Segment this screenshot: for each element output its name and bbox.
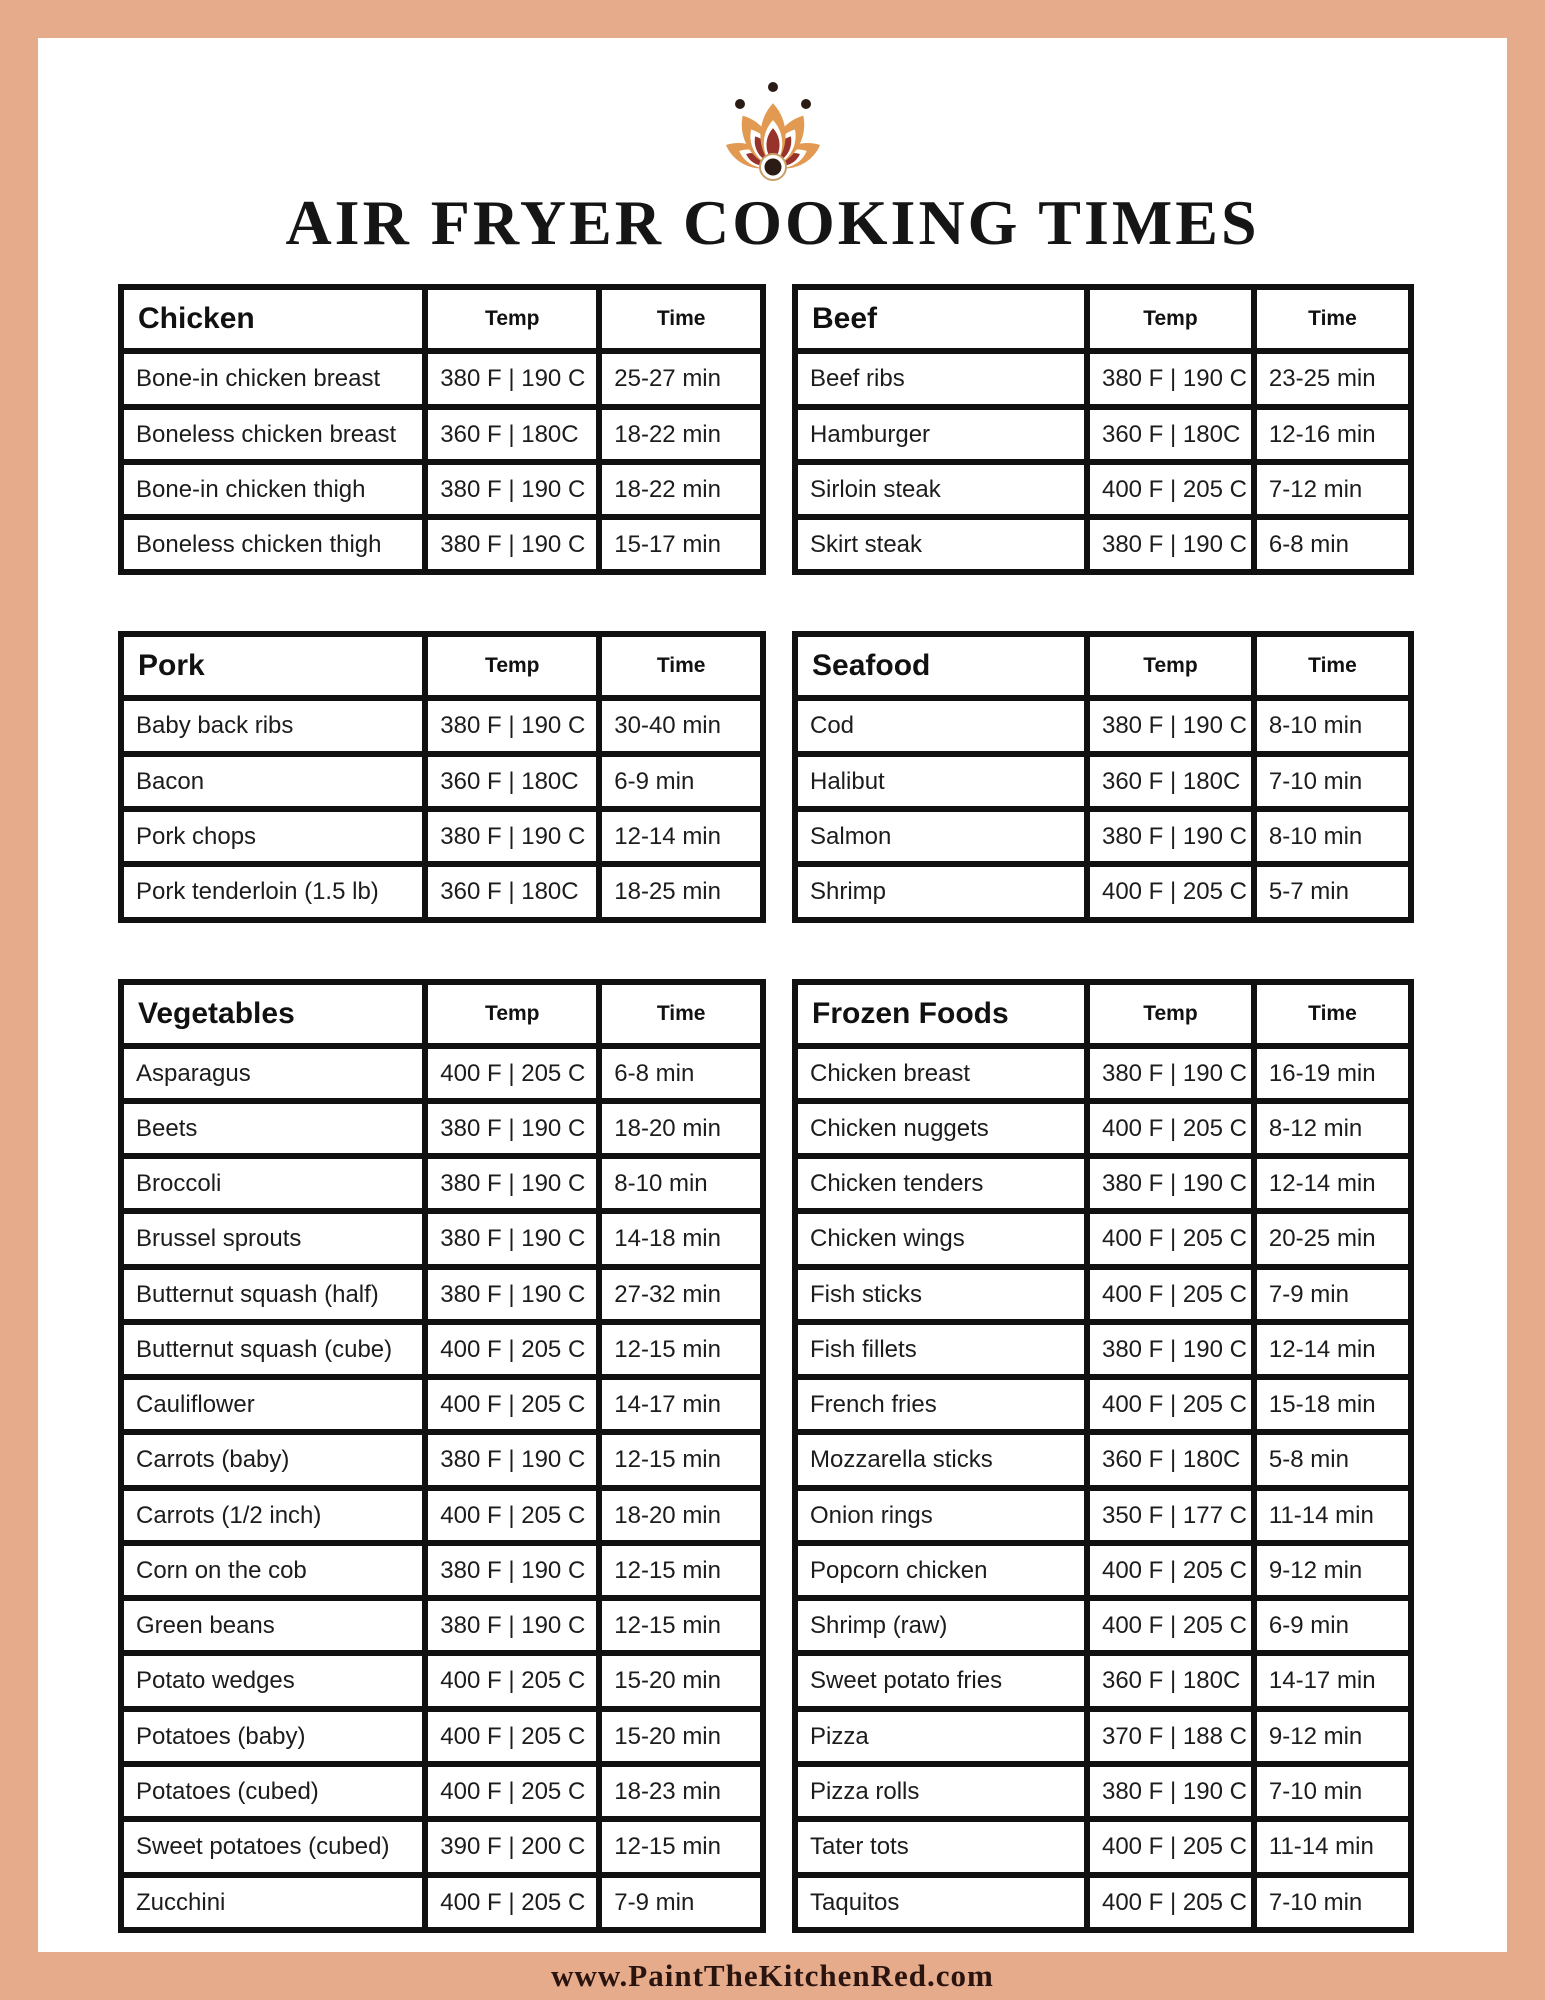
temp-cell: 380 F | 190 C (1087, 1046, 1254, 1101)
table-row (795, 462, 1411, 517)
time-cell: 6-9 min (1254, 1598, 1411, 1653)
table-row (121, 809, 763, 864)
item-cell: Taquitos (795, 1875, 1087, 1930)
table-row (121, 1432, 763, 1487)
time-cell: 11-14 min (1254, 1488, 1411, 1543)
table-row (795, 1764, 1411, 1819)
cooking-times-table (118, 979, 766, 1933)
item-cell: Tater tots (795, 1819, 1087, 1874)
temp-cell: 380 F | 190 C (425, 1543, 599, 1598)
table-col-temp: Temp (1087, 982, 1254, 1046)
item-cell: Pork chops (121, 809, 425, 864)
table-row (795, 1267, 1411, 1322)
item-cell: Skirt steak (795, 517, 1087, 572)
table-row (795, 1598, 1411, 1653)
table-row (121, 1101, 763, 1156)
tables-grid (118, 284, 1451, 1932)
item-cell: Bacon (121, 754, 425, 809)
time-cell: 12-15 min (599, 1432, 763, 1487)
item-cell: Pork tenderloin (1.5 lb) (121, 864, 425, 919)
item-cell: Cauliflower (121, 1377, 425, 1432)
temp-cell: 400 F | 205 C (425, 1764, 599, 1819)
table-category: Seafood (795, 634, 1087, 698)
time-cell: 27-32 min (599, 1267, 763, 1322)
table-col-time: Time (599, 634, 763, 698)
table-row (795, 864, 1411, 919)
time-cell: 7-12 min (1254, 462, 1411, 517)
table-row (121, 754, 763, 809)
time-cell: 12-15 min (599, 1543, 763, 1598)
cooking-times-table (792, 979, 1414, 1933)
table-row (121, 1211, 763, 1266)
item-cell: Carrots (baby) (121, 1432, 425, 1487)
temp-cell: 360 F | 180C (425, 754, 599, 809)
table-row (121, 462, 763, 517)
temp-cell: 360 F | 180C (1087, 1432, 1254, 1487)
table-row (795, 1875, 1411, 1930)
table-row (121, 351, 763, 406)
item-cell: Potatoes (cubed) (121, 1764, 425, 1819)
temp-cell: 400 F | 205 C (425, 1488, 599, 1543)
item-cell: Fish sticks (795, 1267, 1087, 1322)
time-cell: 11-14 min (1254, 1819, 1411, 1874)
item-cell: Hamburger (795, 407, 1087, 462)
item-cell: Salmon (795, 809, 1087, 864)
table-header-row (121, 287, 763, 351)
temp-cell: 380 F | 190 C (1087, 1156, 1254, 1211)
temp-cell: 400 F | 205 C (425, 1875, 599, 1930)
table-header-row (121, 982, 763, 1046)
table-col-time: Time (599, 982, 763, 1046)
table-category: Vegetables (121, 982, 425, 1046)
time-cell: 30-40 min (599, 698, 763, 753)
time-cell: 9-12 min (1254, 1543, 1411, 1598)
temp-cell: 400 F | 205 C (425, 1653, 599, 1708)
item-cell: Chicken wings (795, 1211, 1087, 1266)
time-cell: 12-14 min (1254, 1156, 1411, 1211)
temp-cell: 360 F | 180C (1087, 754, 1254, 809)
temp-cell: 380 F | 190 C (425, 698, 599, 753)
time-cell: 7-10 min (1254, 754, 1411, 809)
time-cell: 8-12 min (1254, 1101, 1411, 1156)
time-cell: 23-25 min (1254, 351, 1411, 406)
table-row (795, 1488, 1411, 1543)
item-cell: Onion rings (795, 1488, 1087, 1543)
item-cell: Pizza (795, 1709, 1087, 1764)
table-col-time: Time (1254, 634, 1411, 698)
item-cell: Bone-in chicken breast (121, 351, 425, 406)
item-cell: Popcorn chicken (795, 1543, 1087, 1598)
item-cell: Beef ribs (795, 351, 1087, 406)
temp-cell: 400 F | 205 C (425, 1046, 599, 1101)
temp-cell: 360 F | 180C (1087, 407, 1254, 462)
table-row (795, 1101, 1411, 1156)
footer-url: www.PaintTheKitchenRed.com (551, 1958, 994, 1993)
lotus-flower-icon (688, 72, 858, 184)
table-row (121, 698, 763, 753)
time-cell: 15-17 min (599, 517, 763, 572)
table-row (795, 1543, 1411, 1598)
item-cell: Corn on the cob (121, 1543, 425, 1598)
time-cell: 18-22 min (599, 462, 763, 517)
item-cell: Cod (795, 698, 1087, 753)
item-cell: Chicken nuggets (795, 1101, 1087, 1156)
time-cell: 8-10 min (1254, 698, 1411, 753)
item-cell: Brussel sprouts (121, 1211, 425, 1266)
item-cell: Beets (121, 1101, 425, 1156)
table-row (121, 1377, 763, 1432)
temp-cell: 380 F | 190 C (1087, 351, 1254, 406)
table-col-temp: Temp (1087, 634, 1254, 698)
table-category: Frozen Foods (795, 982, 1087, 1046)
table-row (121, 1875, 763, 1930)
time-cell: 18-20 min (599, 1488, 763, 1543)
time-cell: 14-17 min (599, 1377, 763, 1432)
temp-cell: 380 F | 190 C (425, 351, 599, 406)
cooking-times-table (118, 631, 766, 922)
table-row (121, 1156, 763, 1211)
time-cell: 9-12 min (1254, 1709, 1411, 1764)
temp-cell: 400 F | 205 C (425, 1322, 599, 1377)
table-row (795, 1046, 1411, 1101)
temp-cell: 380 F | 190 C (425, 1267, 599, 1322)
time-cell: 14-17 min (1254, 1653, 1411, 1708)
table-row (121, 1322, 763, 1377)
time-cell: 25-27 min (599, 351, 763, 406)
temp-cell: 380 F | 190 C (1087, 809, 1254, 864)
time-cell: 14-18 min (599, 1211, 763, 1266)
time-cell: 7-9 min (1254, 1267, 1411, 1322)
time-cell: 12-15 min (599, 1598, 763, 1653)
table-row (121, 407, 763, 462)
temp-cell: 400 F | 205 C (1087, 864, 1254, 919)
temp-cell: 360 F | 180C (425, 407, 599, 462)
cooking-times-table (792, 631, 1414, 922)
time-cell: 15-18 min (1254, 1377, 1411, 1432)
item-cell: Boneless chicken breast (121, 407, 425, 462)
item-cell: Shrimp (795, 864, 1087, 919)
item-cell: Chicken breast (795, 1046, 1087, 1101)
table-row (121, 1488, 763, 1543)
table-row (121, 517, 763, 572)
table-row (121, 1764, 763, 1819)
item-cell: Pizza rolls (795, 1764, 1087, 1819)
time-cell: 8-10 min (599, 1156, 763, 1211)
item-cell: Halibut (795, 754, 1087, 809)
time-cell: 6-8 min (599, 1046, 763, 1101)
footer-bar (0, 1952, 1545, 2000)
page-title: AIR FRYER COOKING TIMES (285, 187, 1260, 258)
temp-cell: 380 F | 190 C (425, 1432, 599, 1487)
time-cell: 7-10 min (1254, 1764, 1411, 1819)
temp-cell: 400 F | 205 C (1087, 1267, 1254, 1322)
time-cell: 7-9 min (599, 1875, 763, 1930)
item-cell: Baby back ribs (121, 698, 425, 753)
table-row (795, 698, 1411, 753)
table-row (795, 1819, 1411, 1874)
temp-cell: 400 F | 205 C (1087, 1598, 1254, 1653)
temp-cell: 400 F | 205 C (1087, 1819, 1254, 1874)
time-cell: 5-7 min (1254, 864, 1411, 919)
table-category: Pork (121, 634, 425, 698)
time-cell: 12-14 min (599, 809, 763, 864)
temp-cell: 380 F | 190 C (1087, 1764, 1254, 1819)
time-cell: 6-9 min (599, 754, 763, 809)
table-col-temp: Temp (425, 982, 599, 1046)
table-col-temp: Temp (1087, 287, 1254, 351)
item-cell: French fries (795, 1377, 1087, 1432)
table-row (795, 407, 1411, 462)
temp-cell: 400 F | 205 C (1087, 1875, 1254, 1930)
table-col-temp: Temp (425, 634, 599, 698)
table-row (121, 1653, 763, 1708)
temp-cell: 380 F | 190 C (425, 1211, 599, 1266)
temp-cell: 400 F | 205 C (1087, 1211, 1254, 1266)
item-cell: Mozzarella sticks (795, 1432, 1087, 1487)
temp-cell: 380 F | 190 C (425, 517, 599, 572)
temp-cell: 380 F | 190 C (425, 1598, 599, 1653)
temp-cell: 380 F | 190 C (1087, 517, 1254, 572)
table-row (795, 1211, 1411, 1266)
temp-cell: 360 F | 180C (425, 864, 599, 919)
temp-cell: 400 F | 205 C (1087, 1377, 1254, 1432)
table-row (795, 1653, 1411, 1708)
lotus-logo-icon (688, 72, 858, 184)
table-row (795, 754, 1411, 809)
table-category: Chicken (121, 287, 425, 351)
time-cell: 7-10 min (1254, 1875, 1411, 1930)
time-cell: 5-8 min (1254, 1432, 1411, 1487)
time-cell: 12-15 min (599, 1322, 763, 1377)
time-cell: 16-19 min (1254, 1046, 1411, 1101)
temp-cell: 400 F | 205 C (1087, 1543, 1254, 1598)
table-row (795, 1156, 1411, 1211)
temp-cell: 400 F | 205 C (1087, 462, 1254, 517)
temp-cell: 400 F | 205 C (425, 1377, 599, 1432)
item-cell: Chicken tenders (795, 1156, 1087, 1211)
table-row (121, 1598, 763, 1653)
table-row (121, 1819, 763, 1874)
item-cell: Potato wedges (121, 1653, 425, 1708)
item-cell: Butternut squash (half) (121, 1267, 425, 1322)
item-cell: Bone-in chicken thigh (121, 462, 425, 517)
table-header-row (795, 982, 1411, 1046)
table-row (121, 1543, 763, 1598)
item-cell: Broccoli (121, 1156, 425, 1211)
temp-cell: 360 F | 180C (1087, 1653, 1254, 1708)
time-cell: 18-25 min (599, 864, 763, 919)
table-row (795, 517, 1411, 572)
item-cell: Sweet potato fries (795, 1653, 1087, 1708)
table-header-row (795, 287, 1411, 351)
temp-cell: 400 F | 205 C (425, 1709, 599, 1764)
temp-cell: 400 F | 205 C (1087, 1101, 1254, 1156)
table-category: Beef (795, 287, 1087, 351)
time-cell: 20-25 min (1254, 1211, 1411, 1266)
table-row (795, 1377, 1411, 1432)
table-row (121, 864, 763, 919)
table-row (795, 1432, 1411, 1487)
table-col-time: Time (1254, 287, 1411, 351)
document-sheet (38, 38, 1507, 1952)
table-row (121, 1709, 763, 1764)
time-cell: 6-8 min (1254, 517, 1411, 572)
temp-cell: 350 F | 177 C (1087, 1488, 1254, 1543)
time-cell: 12-15 min (599, 1819, 763, 1874)
table-col-temp: Temp (425, 287, 599, 351)
time-cell: 15-20 min (599, 1653, 763, 1708)
time-cell: 12-14 min (1254, 1322, 1411, 1377)
item-cell: Shrimp (raw) (795, 1598, 1087, 1653)
table-row (795, 809, 1411, 864)
cooking-times-table (118, 284, 766, 575)
time-cell: 15-20 min (599, 1709, 763, 1764)
temp-cell: 380 F | 190 C (1087, 1322, 1254, 1377)
time-cell: 18-22 min (599, 407, 763, 462)
table-row (121, 1046, 763, 1101)
table-header-row (121, 634, 763, 698)
item-cell: Zucchini (121, 1875, 425, 1930)
temp-cell: 380 F | 190 C (425, 809, 599, 864)
table-row (795, 1709, 1411, 1764)
item-cell: Asparagus (121, 1046, 425, 1101)
table-row (795, 351, 1411, 406)
temp-cell: 380 F | 190 C (425, 462, 599, 517)
time-cell: 18-20 min (599, 1101, 763, 1156)
time-cell: 8-10 min (1254, 809, 1411, 864)
item-cell: Sweet potatoes (cubed) (121, 1819, 425, 1874)
table-header-row (795, 634, 1411, 698)
table-col-time: Time (599, 287, 763, 351)
item-cell: Boneless chicken thigh (121, 517, 425, 572)
item-cell: Fish fillets (795, 1322, 1087, 1377)
item-cell: Carrots (1/2 inch) (121, 1488, 425, 1543)
cooking-times-table (792, 284, 1414, 575)
time-cell: 18-23 min (599, 1764, 763, 1819)
temp-cell: 380 F | 190 C (425, 1156, 599, 1211)
temp-cell: 380 F | 190 C (1087, 698, 1254, 753)
time-cell: 12-16 min (1254, 407, 1411, 462)
temp-cell: 380 F | 190 C (425, 1101, 599, 1156)
item-cell: Green beans (121, 1598, 425, 1653)
temp-cell: 390 F | 200 C (425, 1819, 599, 1874)
table-col-time: Time (1254, 982, 1411, 1046)
table-row (795, 1322, 1411, 1377)
temp-cell: 370 F | 188 C (1087, 1709, 1254, 1764)
table-row (121, 1267, 763, 1322)
item-cell: Butternut squash (cube) (121, 1322, 425, 1377)
item-cell: Sirloin steak (795, 462, 1087, 517)
item-cell: Potatoes (baby) (121, 1709, 425, 1764)
